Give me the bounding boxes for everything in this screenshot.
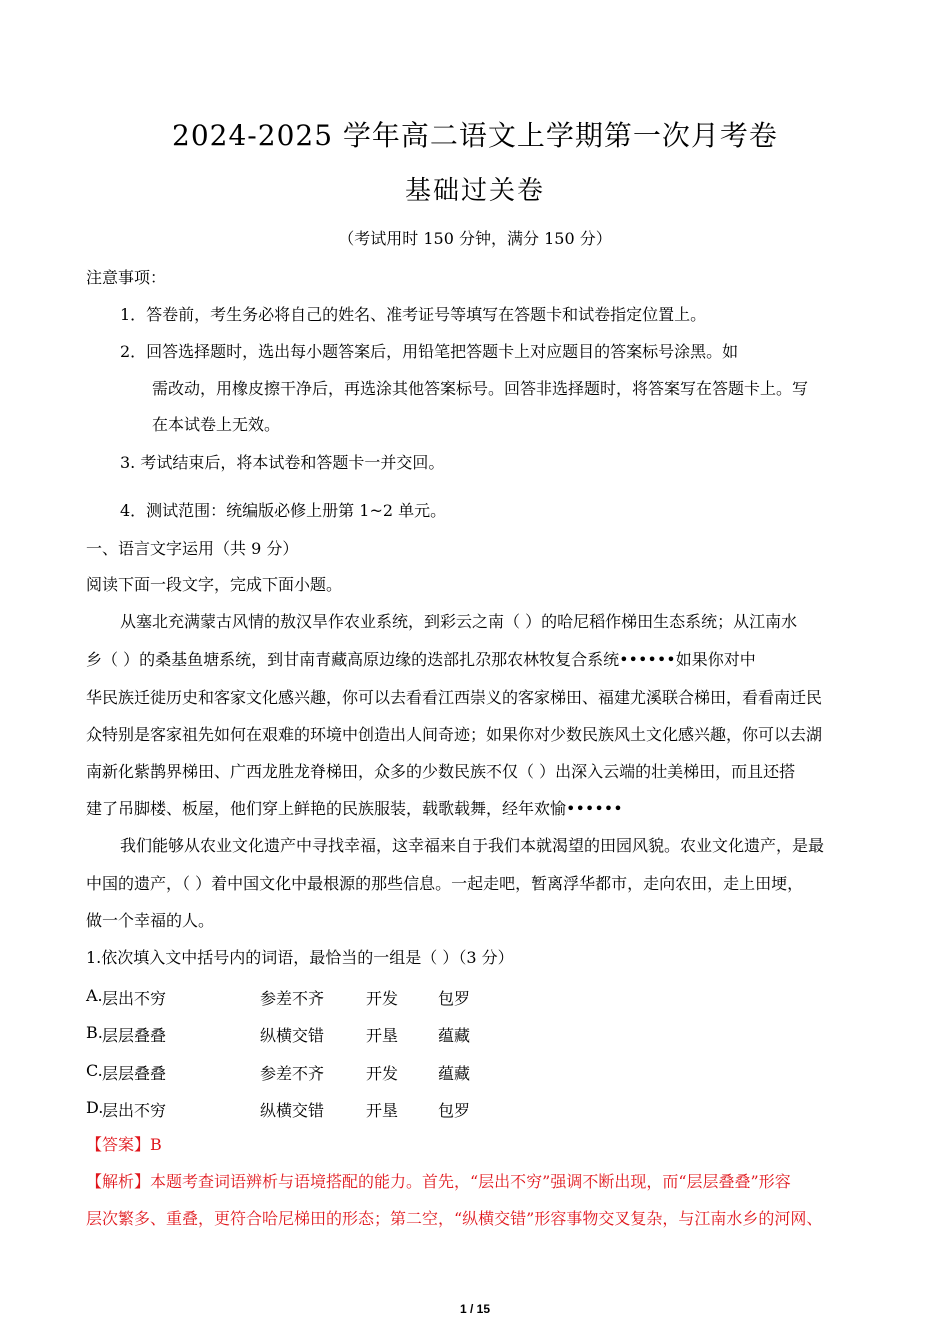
option-a-word-1: 层出不穷 [102,989,167,1008]
option-a-label: A. [86,986,103,1005]
notice-item: 2．回答选择题时，选出每小题答案后，用铅笔把答题卡上对应题目的答案标号涂黑。如 [120,342,739,361]
option-b-label: B. [86,1023,103,1042]
notice-item: 需改动，用橡皮擦干净后，再选涂其他答案标号。回答非选择题时，将答案写在答题卡上。写 [152,379,809,398]
section-instruction: 阅读下面一段文字，完成下面小题。 [86,575,343,594]
page-number: 1 / 15 [459,1302,491,1316]
page-title: 2024-2025 学年高二语文上学期第一次月考卷 [172,119,778,152]
passage-line: 做一个幸福的人。 [86,911,215,930]
option-c-word-1: 层层叠叠 [102,1064,167,1083]
analysis-line: 【解析】本题考查词语辨析与语境搭配的能力。首先，“层出不穷”强调不断出现，而“层层叠叠”形容 [86,1172,791,1191]
passage-line: 华民族迁徙历史和客家文化感兴趣，你可以去看看江西崇义的客家梯田、福建尤溪联合梯田，看看南迁民 [86,688,823,707]
option-d-word-3: 开垦 [366,1101,399,1120]
option-b-word-4: 蕴藏 [438,1026,471,1045]
notice-item: 1．答卷前，考生务必将自己的姓名、准考证号等填写在答题卡和试卷指定位置上。 [120,305,707,324]
analysis-line: 层次繁多、重叠，更符合哈尼梯田的形态；第二空，“纵横交错”形容事物交叉复杂，与江南水乡的河网、 [86,1209,823,1228]
option-b-word-3: 开垦 [366,1026,399,1045]
page-subtitle: 基础过关卷 [404,176,545,206]
question-stem: 1.依次填入文中括号内的词语，最恰当的一组是（ ）（3 分） [86,948,514,967]
option-c-word-4: 蕴藏 [438,1064,471,1083]
option-d-word-1: 层出不穷 [102,1101,167,1120]
notice-item: 3. 考试结束后，将本试卷和答题卡一并交回。 [120,453,445,472]
option-d-word-4: 包罗 [438,1101,471,1120]
passage-line: 众特别是客家祖先如何在艰难的环境中创造出人间奇迹；如果你对少数民族风土文化感兴趣，你可以去湖 [86,725,823,744]
option-c-word-2: 参差不齐 [260,1064,325,1083]
notice-heading: 注意事项： [86,268,167,287]
passage-line: 乡（ ）的桑基鱼塘系统，到甘南青藏高原边缘的迭部扎尕那农林牧复合系统••••••如果你对中 [86,650,756,669]
exam-info: （考试用时 150 分钟，满分 150 分） [338,229,612,248]
option-d-label: D. [86,1098,104,1117]
passage-line: 建了吊脚楼、板屋，他们穿上鲜艳的民族服装，载歌载舞，经年欢愉•••••• [86,799,623,818]
option-c-word-3: 开发 [366,1064,399,1083]
notice-item: 4．测试范围：统编版必修上册第 1~2 单元。 [120,501,447,520]
passage-line: 中国的遗产，（ ）着中国文化中最根源的那些信息。一起走吧，暂离浮华都市，走向农田，走上田埂， [86,874,804,893]
option-b-word-2: 纵横交错 [260,1026,325,1045]
option-a-word-2: 参差不齐 [260,989,325,1008]
passage-line: 南新化紫鹊界梯田、广西龙胜龙脊梯田，众多的少数民族不仅（ ）出深入云端的壮美梯田，而且还搭 [86,762,796,781]
answer-line: 【答案】B [86,1135,162,1154]
passage-line: 我们能够从农业文化遗产中寻找幸福，这幸福来自于我们本就渴望的田园风貌。农业文化遗产，是最 [120,836,825,855]
option-a-word-3: 开发 [366,989,399,1008]
option-c-label: C. [86,1061,103,1080]
passage-line: 从塞北充满蒙古风情的敖汉旱作农业系统，到彩云之南（ ）的哈尼稻作梯田生态系统；从江南水 [120,612,798,631]
option-d-word-2: 纵横交错 [260,1101,325,1120]
notice-item: 在本试卷上无效。 [152,415,281,434]
section-title: 一、语言文字运用（共 9 分） [86,539,299,558]
option-b-word-1: 层层叠叠 [102,1026,167,1045]
option-a-word-4: 包罗 [438,989,471,1008]
